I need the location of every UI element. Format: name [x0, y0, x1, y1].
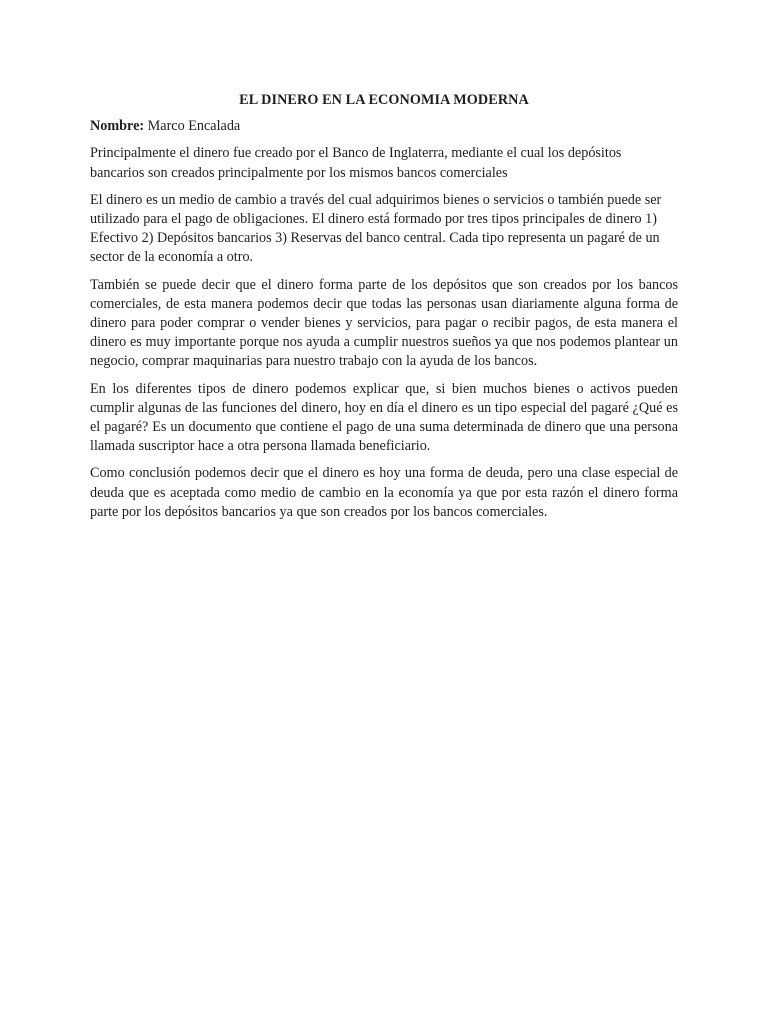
paragraph-2: El dinero es un medio de cambio a través del cual adquirimos bienes o servicios o también puede ser utilizado para el pago de obligaciones. El dinero está formado por tres tipos principales de dinero 1) Efectivo 2) Depósitos bancarios 3) Reservas del banco central. Cada tipo representa un pagaré de un sector de la economía a otro. [90, 191, 662, 266]
author-line [90, 117, 678, 136]
author-name: Marco Encalada [144, 118, 241, 135]
paragraph-1: Principalmente el dinero fue creado por el Banco de Inglaterra, mediante el cual los depósitos bancarios son creados principalmente por los mismos bancos comerciales [90, 145, 622, 181]
paragraph-3: También se puede decir que el dinero forma parte de los depósitos que son creados por los bancos comerciales, de esta manera podemos decir que todas las personas usan diariamente alguna forma de dinero para poder comprar o vender bienes y servicios, para pagar o recibir pagos, de esta manera el dinero es muy importante porque nos ayuda a cumplir nuestros sueños ya que nos podemos plantear un negocio, comprar maquinarias para nuestro trabajo con la ayuda de los bancos. [90, 276, 678, 370]
document-page [90, 91, 678, 530]
paragraph-5: Como conclusión podemos decir que el dinero es hoy una forma de deuda, pero una clase especial de deuda que es aceptada como medio de cambio en la economía ya que por esta razón el dinero forma parte por los depósitos bancarios ya que son creados por los bancos comerciales. [90, 465, 678, 520]
author-label: Nombre: [90, 118, 145, 135]
document-title: EL DINERO EN LA ECONOMIA MODERNA [239, 92, 529, 108]
paragraph-4: En los diferentes tipos de dinero podemos explicar que, si bien muchos bienes o activos pueden cumplir algunas de las funciones del dinero, hoy en día el dinero es un tipo especial del pagaré ¿Qué es el pagaré? Es un documento que contiene el pago de una suma determinada de dinero que una persona llamada suscriptor hace a otra persona llamada beneficiario. [90, 380, 678, 455]
